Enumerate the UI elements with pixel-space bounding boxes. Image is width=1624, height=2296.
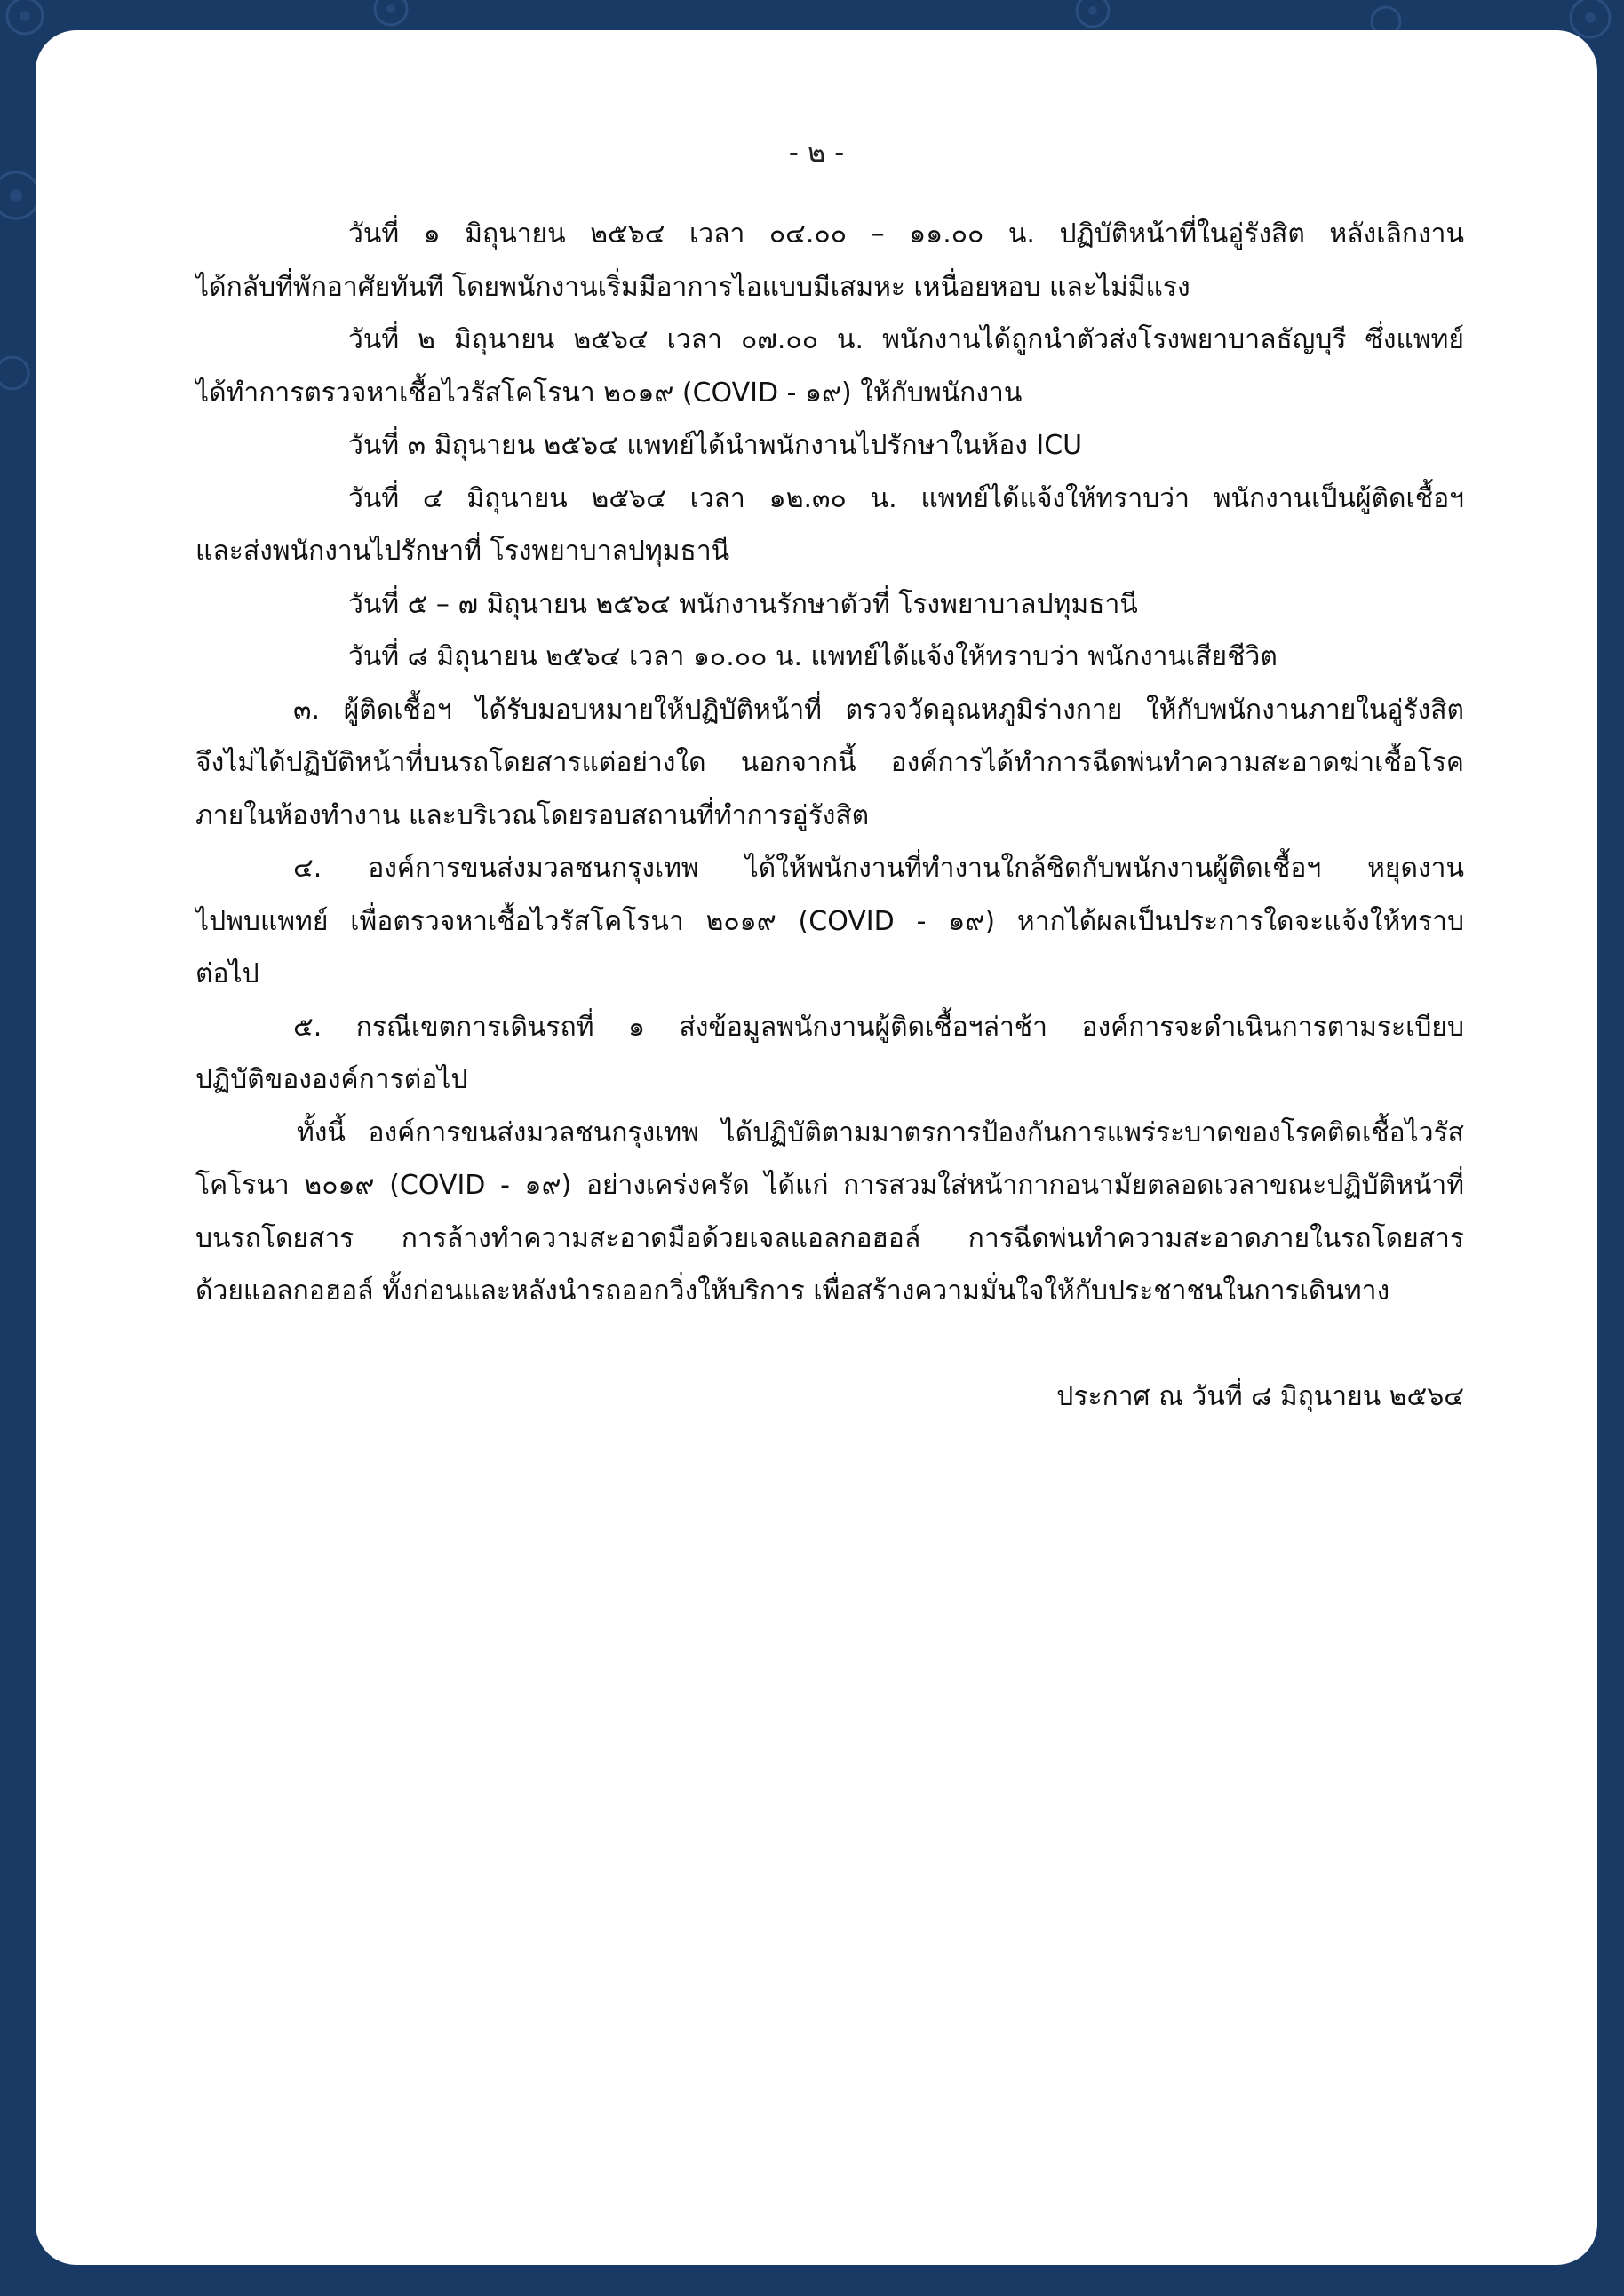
- text-line: วันที่ ๘ มิถุนายน ๒๕๖๔ เวลา ๑๐.๐๐ น. แพทย์ได้แจ้งให้ทราบว่า พนักงานเสียชีวิต: [348, 641, 1278, 672]
- announcement-date: ประกาศ ณ วันที่ ๘ มิถุนายน ๒๕๖๔: [1056, 1381, 1464, 1412]
- text-line: วันที่ ๓ มิถุนายน ๒๕๖๔ แพทย์ได้นำพนักงานไปรักษาในห้อง ICU: [348, 430, 1083, 461]
- text-line: วันที่ ๒ มิถุนายน ๒๕๖๔ เวลา ๐๗.๐๐ น. พนักงานได้ถูกนำตัวส่งโรงพยาบาลธัญบุรี ซึ่งแพทย์: [348, 324, 1464, 355]
- text-line: ๔. องค์การขนส่งมวลชนกรุงเทพ ได้ให้พนักงานที่ทำงานใกล้ชิดกับพนักงานผู้ติดเชื้อฯ หยุดงาน: [293, 853, 1464, 884]
- text-line: ทั้งนี้ องค์การขนส่งมวลชนกรุงเทพ ได้ปฏิบัติตามมาตรการป้องกันการแพร่ระบาดของโรคติดเชื้อไวรัส: [297, 1116, 1464, 1148]
- text-line: ๕. กรณีเขตการเดินรถที่ ๑ ส่งข้อมูลพนักงานผู้ติดเชื้อฯล่าช้า องค์การจะดำเนินการตามระเบียบ: [293, 1011, 1464, 1043]
- text-line: ไปพบแพทย์ เพื่อตรวจหาเชื้อไวรัสโคโรนา ๒๐๑๙ (COVID - ๑๙) หากได้ผลเป็นประการใดจะแจ้งให้ทราบ: [195, 905, 1464, 937]
- text-line: ๓. ผู้ติดเชื้อฯ ได้รับมอบหมายให้ปฏิบัติหน้าที่ ตรวจวัดอุณหภูมิร่างกาย ให้กับพนักงานภายในอู่รังสิต: [293, 694, 1464, 726]
- document-page: [36, 30, 1597, 2265]
- text-line: ได้ทำการตรวจหาเชื้อไวรัสโคโรนา ๒๐๑๙ (COVID - ๑๙) ให้กับพนักงาน: [195, 377, 1023, 409]
- text-line: ต่อไป: [195, 958, 259, 989]
- text-line: ปฏิบัติขององค์การต่อไป: [195, 1064, 468, 1095]
- text-line: วันที่ ๕ – ๗ มิถุนายน ๒๕๖๔ พนักงานรักษาตัวที่ โรงพยาบาลปทุมธานี: [348, 588, 1138, 620]
- text-line: วันที่ ๑ มิถุนายน ๒๕๖๔ เวลา ๐๔.๐๐ – ๑๑.๐๐ น. ปฏิบัติหน้าที่ในอู่รังสิต หลังเลิกงาน: [348, 218, 1464, 250]
- text-line: ภายในห้องทำงาน และบริเวณโดยรอบสถานที่ทำการอู่รังสิต: [195, 799, 870, 831]
- document-body: [195, 208, 1464, 1424]
- text-line: บนรถโดยสาร การล้างทำความสะอาดมือด้วยเจลแอลกอฮอล์ การฉีดพ่นทำความสะอาดภายในรถโดยสาร: [195, 1222, 1464, 1254]
- page-number: - ๒ -: [788, 137, 845, 169]
- text-line: ได้กลับที่พักอาศัยทันที โดยพนักงานเริ่มมีอาการไอแบบมีเสมหะ เหนื่อยหอบ และไม่มีแรง: [195, 271, 1190, 303]
- text-line: และส่งพนักงานไปรักษาที่ โรงพยาบาลปทุมธานี: [195, 536, 730, 567]
- text-line: ด้วยแอลกอฮอล์ ทั้งก่อนและหลังนำรถออกวิ่งให้บริการ เพื่อสร้างความมั่นใจให้กับประชาชนในการเดินทาง: [195, 1275, 1390, 1307]
- text-line: โคโรนา ๒๐๑๙ (COVID - ๑๙) อย่างเคร่งครัด ได้แก่ การสวมใส่หน้ากากอนามัยตลอดเวลาขณะปฏิบัติหน้าที่: [195, 1170, 1464, 1201]
- text-line: วันที่ ๔ มิถุนายน ๒๕๖๔ เวลา ๑๒.๓๐ น. แพทย์ได้แจ้งให้ทราบว่า พนักงานเป็นผู้ติดเชื้อฯ: [348, 482, 1464, 514]
- text-line: จึงไม่ได้ปฏิบัติหน้าที่บนรถโดยสารแต่อย่างใด นอกจากนี้ องค์การได้ทำการฉีดพ่นทำความสะอาดฆ่าเชื้อโรค: [195, 747, 1464, 778]
- paragraph-spacer: [195, 1318, 1464, 1371]
